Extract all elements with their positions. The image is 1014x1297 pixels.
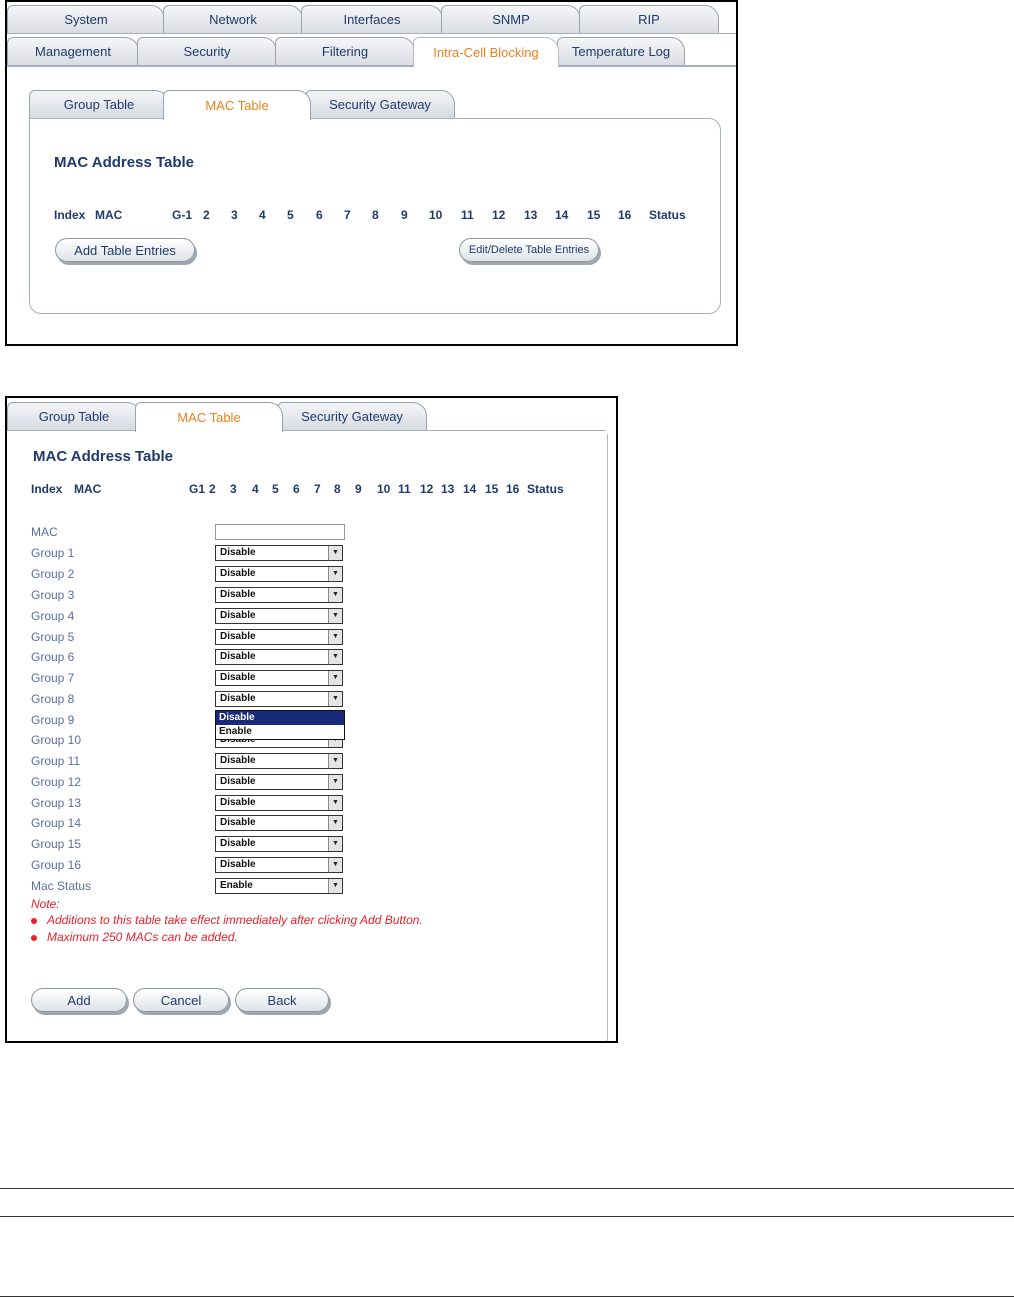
mac-label: MAC	[31, 525, 58, 539]
group-5-select[interactable]	[215, 629, 343, 645]
note-item	[31, 930, 238, 944]
group-7-label: Group 7	[31, 671, 75, 685]
col-group-15: 15	[587, 208, 601, 222]
group-8-value: Disable	[220, 693, 256, 704]
group-6-select[interactable]	[215, 649, 343, 665]
col-group-14: 14	[555, 208, 569, 222]
group-8-label: Group 8	[31, 692, 75, 706]
col-group-15: 15	[485, 482, 499, 496]
top-tab-row	[7, 2, 736, 33]
col-group-8: 8	[334, 482, 341, 496]
chevron-down-icon: ▼	[328, 692, 342, 706]
group-13-value: Disable	[220, 797, 256, 808]
group-1-value: Disable	[220, 547, 256, 558]
col-group-11: 11	[461, 208, 474, 222]
group-14-value: Disable	[220, 817, 256, 828]
chevron-down-icon: ▼	[328, 650, 342, 664]
tab-group-table[interactable]: Group Table	[29, 90, 169, 118]
tab-intra-cell-blocking[interactable]: Intra-Cell Blocking	[413, 37, 559, 67]
group-16-value: Disable	[220, 859, 256, 870]
group-1-select[interactable]	[215, 545, 343, 561]
back-button[interactable]: Back	[235, 988, 329, 1012]
tab-management[interactable]: Management	[7, 37, 139, 65]
col-group-16: 16	[618, 208, 632, 222]
col-status: Status	[649, 208, 686, 222]
group-7-value: Disable	[220, 672, 256, 683]
second-tab-row	[7, 34, 736, 65]
group-12-label: Group 12	[31, 775, 82, 789]
col-group-4: 4	[259, 208, 266, 222]
tab-rip[interactable]: RIP	[579, 5, 719, 33]
mac-status-label: Mac Status	[31, 879, 92, 893]
col-mac: MAC	[95, 208, 123, 222]
col-group-4: 4	[252, 482, 259, 496]
bullet-icon	[31, 935, 37, 941]
col-group-13: 13	[441, 482, 455, 496]
chevron-down-icon: ▼	[328, 796, 342, 810]
col-group-3: 3	[230, 482, 237, 496]
panel-right-border	[607, 434, 608, 1043]
col-group-9: 9	[355, 482, 362, 496]
group-7-select[interactable]	[215, 670, 343, 686]
edit-delete-table-entries-button[interactable]: Edit/Delete Table Entries	[459, 238, 599, 262]
tab-mac-table[interactable]: MAC Table	[135, 402, 283, 432]
col-group-14: 14	[463, 482, 477, 496]
group-6-value: Disable	[220, 651, 256, 662]
tab-security-gateway[interactable]: Security Gateway	[305, 90, 455, 118]
col-group-13: 13	[524, 208, 538, 222]
col-group-1: G-1	[172, 208, 193, 222]
col-index: Index	[54, 208, 86, 222]
note-item	[31, 913, 423, 927]
col-group-9: 9	[401, 208, 408, 222]
dropdown-option-enable[interactable]: Enable	[219, 726, 252, 737]
page-rule	[0, 1188, 1014, 1189]
chevron-down-icon: ▼	[328, 775, 342, 789]
group-13-select[interactable]	[215, 795, 343, 811]
chevron-down-icon: ▼	[328, 567, 342, 581]
group-16-select[interactable]	[215, 857, 343, 873]
add-button[interactable]: Add	[31, 988, 127, 1012]
group-5-value: Disable	[220, 631, 256, 642]
col-index: Index	[31, 482, 63, 496]
tab-system[interactable]: System	[7, 5, 165, 33]
note-title: Note:	[31, 897, 60, 911]
col-group-1: G1	[189, 482, 206, 496]
group-3-select[interactable]	[215, 587, 343, 603]
col-group-2: 2	[203, 208, 210, 222]
screenshot-intra-cell-blocking-tabs	[5, 0, 738, 346]
col-group-5: 5	[272, 482, 279, 496]
group-1-label: Group 1	[31, 546, 75, 560]
chevron-down-icon: ▼	[328, 816, 342, 830]
chevron-down-icon: ▼	[328, 858, 342, 872]
page-rule	[0, 1216, 1014, 1217]
group-14-select[interactable]	[215, 815, 343, 831]
col-group-7: 7	[344, 208, 351, 222]
group-12-select[interactable]	[215, 774, 343, 790]
col-group-11: 11	[398, 482, 411, 496]
note-text: Additions to this table take effect immediately after clicking Add Button.	[47, 913, 423, 927]
tab-security[interactable]: Security	[137, 37, 277, 65]
group-2-label: Group 2	[31, 567, 75, 581]
group-dropdown-list	[215, 710, 345, 740]
group-3-value: Disable	[220, 589, 256, 600]
group-2-value: Disable	[220, 568, 256, 579]
mac-input[interactable]	[215, 524, 345, 540]
group-9-label: Group 9	[31, 713, 75, 727]
group-11-value: Disable	[220, 755, 256, 766]
note-text: Maximum 250 MACs can be added.	[47, 930, 238, 944]
col-group-10: 10	[377, 482, 391, 496]
chevron-down-icon: ▼	[328, 546, 342, 560]
group-2-select[interactable]	[215, 566, 343, 582]
bullet-icon	[31, 918, 37, 924]
page-title: MAC Address Table	[33, 448, 174, 465]
group-6-label: Group 6	[31, 650, 75, 664]
tab-temperature-log[interactable]: Temperature Log	[557, 37, 685, 65]
group-12-value: Disable	[220, 776, 256, 787]
group-5-label: Group 5	[31, 630, 75, 644]
group-16-label: Group 16	[31, 858, 82, 872]
group-4-select[interactable]	[215, 608, 343, 624]
tab-group-table[interactable]: Group Table	[7, 402, 141, 430]
group-15-label: Group 15	[31, 837, 82, 851]
group-15-value: Disable	[220, 838, 256, 849]
group-8-select[interactable]	[215, 691, 343, 707]
screenshot-mac-table-add-form	[5, 396, 618, 1043]
col-mac: MAC	[74, 482, 102, 496]
col-status: Status	[527, 482, 564, 496]
chevron-down-icon: ▼	[328, 754, 342, 768]
group-15-select[interactable]	[215, 836, 343, 852]
group-11-label: Group 11	[31, 754, 81, 768]
group-11-select[interactable]	[215, 753, 343, 769]
tab-interfaces[interactable]: Interfaces	[301, 5, 443, 33]
col-group-6: 6	[293, 482, 300, 496]
tab-strip-divider	[7, 430, 606, 431]
col-group-7: 7	[314, 482, 321, 496]
col-group-2: 2	[209, 482, 216, 496]
group-4-value: Disable	[220, 610, 256, 621]
tab-mac-table[interactable]: MAC Table	[163, 90, 311, 120]
chevron-down-icon: ▼	[328, 879, 342, 893]
col-group-12: 12	[492, 208, 506, 222]
col-group-12: 12	[420, 482, 434, 496]
tab-row-divider	[7, 65, 736, 67]
page-title: MAC Address Table	[54, 154, 195, 171]
col-group-10: 10	[429, 208, 443, 222]
group-10-label: Group 10	[31, 733, 82, 747]
group-14-label: Group 14	[31, 816, 82, 830]
group-4-label: Group 4	[31, 609, 75, 623]
chevron-down-icon: ▼	[328, 630, 342, 644]
tab-network[interactable]: Network	[163, 5, 303, 33]
chevron-down-icon: ▼	[328, 837, 342, 851]
tab-security-gateway[interactable]: Security Gateway	[277, 402, 427, 430]
chevron-down-icon: ▼	[328, 671, 342, 685]
col-group-5: 5	[287, 208, 294, 222]
tab-snmp[interactable]: SNMP	[441, 5, 581, 33]
dropdown-option-disable[interactable]: Disable	[216, 711, 344, 725]
col-group-16: 16	[506, 482, 520, 496]
col-group-8: 8	[372, 208, 379, 222]
col-group-6: 6	[316, 208, 323, 222]
col-group-3: 3	[231, 208, 238, 222]
mac-status-value: Enable	[220, 880, 253, 891]
mac-status-select[interactable]	[215, 878, 343, 894]
tab-filtering[interactable]: Filtering	[275, 37, 415, 65]
chevron-down-icon: ▼	[328, 609, 342, 623]
add-table-entries-button[interactable]: Add Table Entries	[55, 238, 195, 262]
group-3-label: Group 3	[31, 588, 75, 602]
group-13-label: Group 13	[31, 796, 82, 810]
cancel-button[interactable]: Cancel	[133, 988, 229, 1012]
chevron-down-icon: ▼	[328, 588, 342, 602]
